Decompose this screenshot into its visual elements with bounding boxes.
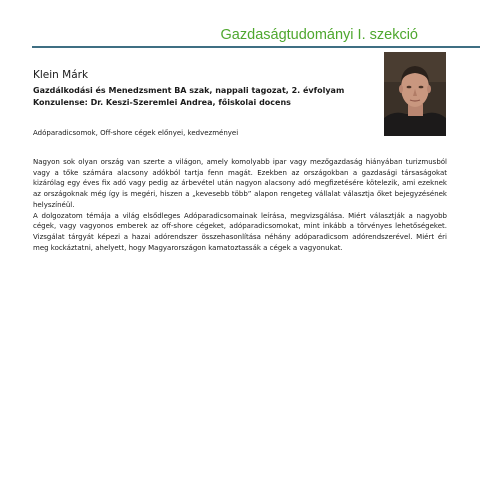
abstract	[33, 157, 447, 253]
author-photo	[384, 52, 446, 136]
paper-title: Adóparadicsomok, Off-shore cégek előnyei, kedvezményei	[33, 129, 239, 137]
abstract-paragraph-2: A dolgozatom témája a világ elsődleges Adóparadicsomainak leírása, megvizsgálása. Miért választják a nagyobb cégek, vagy vagyonos emberek az off-shore cégeket, adóparadicsomokat, mint inkább a törvényes lehetőségeket. Vizsgálat tárgyát képezi a hazai adórendszer összehasonlítása néhány adóparadicsom adórendszerével. Miért éri meg kockáztatni, ahelyett, hogy Magyarországon kamatoztassák a cégek a vagyonukat.	[33, 211, 447, 252]
abstract-paragraph-1: Nagyon sok olyan ország van szerte a világon, amely komolyabb ipar vagy mezőgazdaság hiányában turizmusból vagy a tőke számára alacsony adókból tartja fenn magát. Ezekben az országokban a gazdasági társaságokat kizárólag egy éves fix adó vagy pedig az árbevétel után nagyon alacsony adó megfizetésére kötelezik, ami ezeknek az országoknak még így is megéri, hiszen a „kevesebb több” alapon rengeteg vállalat választja őket bejegyzésének helyszínéül.	[33, 158, 447, 209]
advisor-line: Konzulense: Dr. Keszi-Szeremlei Andrea, főiskolai docens	[33, 98, 291, 107]
author-program: Gazdálkodási és Menedzsment BA szak, nappali tagozat, 2. évfolyam	[33, 86, 345, 95]
author-name: Klein Márk	[33, 69, 89, 81]
section-title: Gazdaságtudományi I. szekció	[220, 27, 418, 43]
header-divider	[32, 46, 480, 48]
